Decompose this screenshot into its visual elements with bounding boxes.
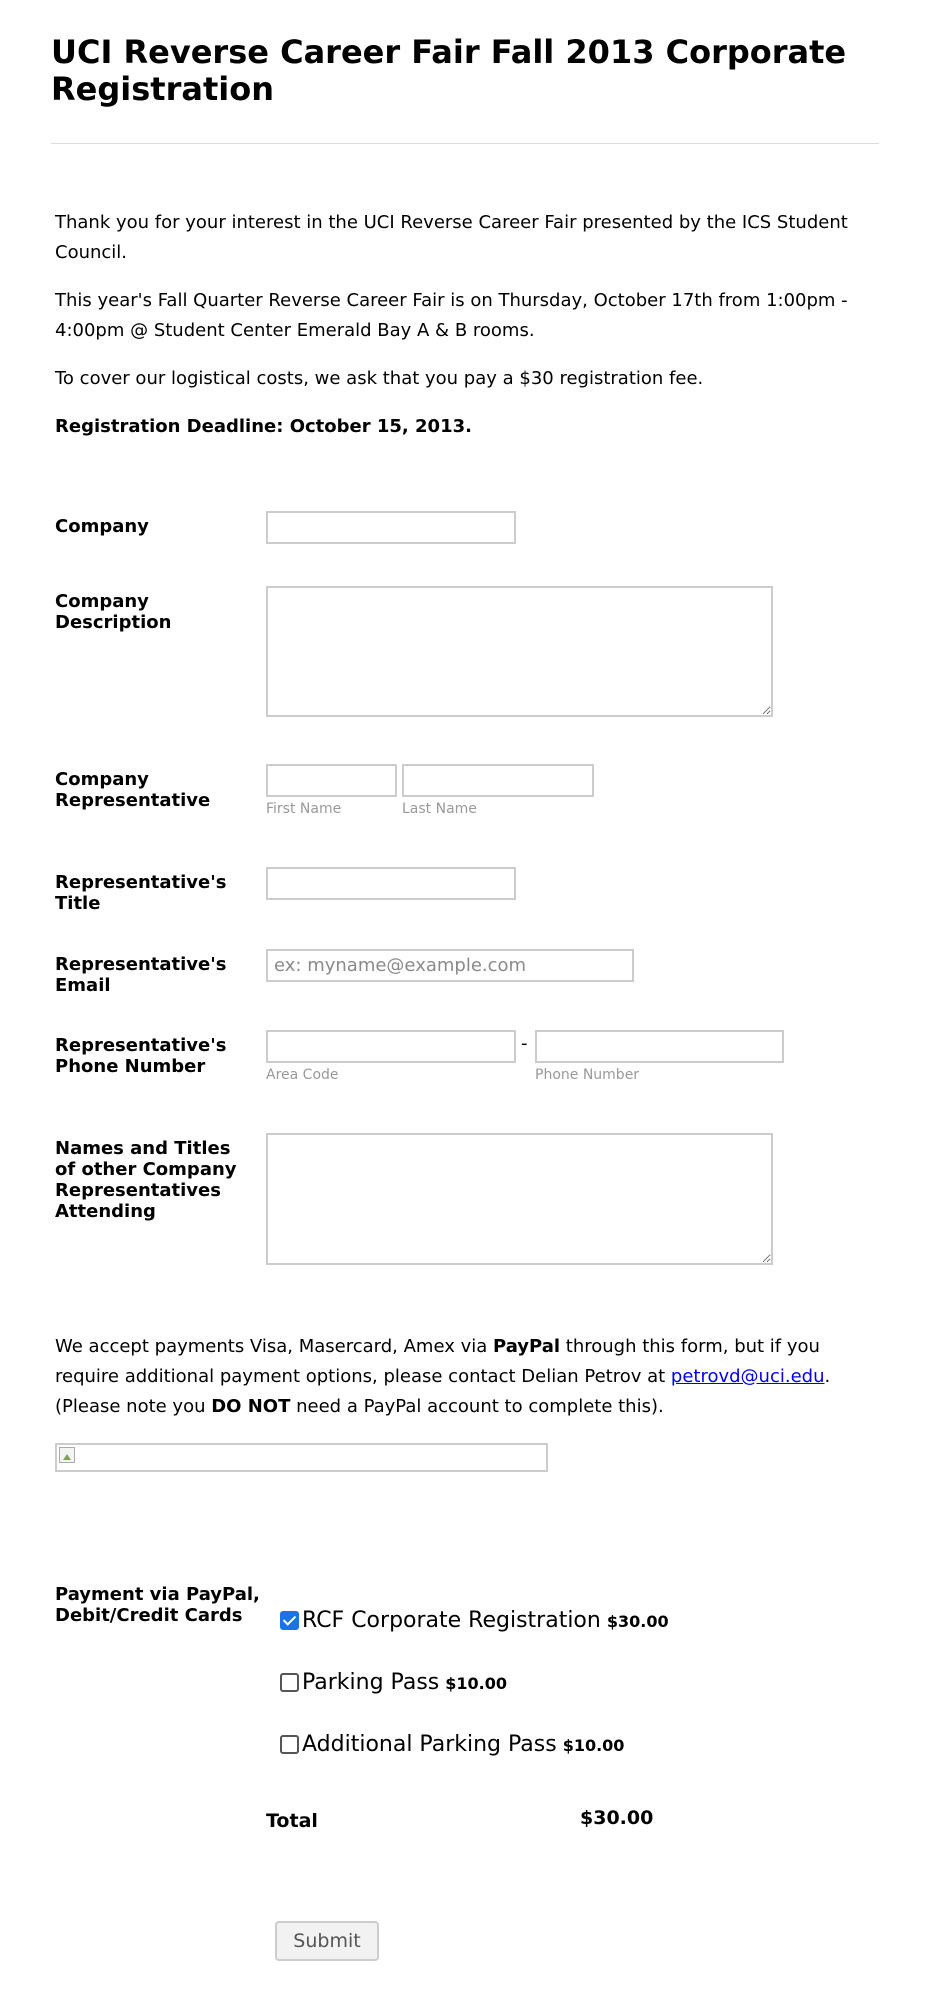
payment-logos-image	[55, 1443, 548, 1472]
registration-deadline: Registration Deadline: October 15, 2013.	[55, 416, 472, 437]
company-description-textarea[interactable]	[266, 586, 773, 717]
payment-note-text: We accept payments Visa, Masercard, Amex via	[55, 1336, 493, 1357]
company-input[interactable]	[266, 511, 516, 544]
product-checkbox[interactable]	[280, 1735, 299, 1754]
representative-title-input[interactable]	[266, 867, 516, 900]
contact-email-link[interactable]: petrovd@uci.edu	[670, 1366, 825, 1387]
title-divider	[51, 143, 879, 144]
payment-note-text: through this form, but if you require additional payment options, please contact Delian Petrov at	[55, 1336, 820, 1387]
other-representatives-label: Names and Titles of other Company Representatives Attending	[55, 1138, 237, 1222]
product-price: $10.00	[562, 1736, 625, 1755]
phone-number-sublabel: Phone Number	[535, 1067, 640, 1083]
product-checkbox[interactable]	[280, 1673, 299, 1692]
product-checkbox[interactable]	[280, 1611, 299, 1630]
intro-paragraph: Thank you for your interest in the UCI Reverse Career Fair presented by the ICS Student Council.	[55, 212, 848, 263]
representative-title-label: Representative's Title	[55, 872, 227, 914]
total-value: $30.00	[580, 1807, 654, 1829]
product-price: $30.00	[606, 1612, 669, 1631]
event-details: This year's Fall Quarter Reverse Career Fair is on Thursday, October 17th from 1:00pm - 4:00pm @ Student Center Emerald Bay A & B rooms.	[55, 290, 848, 341]
area-code-input[interactable]	[266, 1030, 516, 1063]
company-description-label: Company Description	[55, 591, 172, 633]
phone-separator: -	[521, 1033, 528, 1054]
representative-phone-label: Representative's Phone Number	[55, 1035, 227, 1077]
form-title: UCI Reverse Career Fair Fall 2013 Corporate Registration	[51, 33, 847, 108]
last-name-input[interactable]	[402, 764, 594, 797]
representative-email-label: Representative's Email	[55, 954, 227, 996]
first-name-sublabel: First Name	[266, 801, 342, 817]
payment-label: Payment via PayPal, Debit/Credit Cards	[55, 1584, 260, 1626]
product-name: Parking Pass	[302, 1669, 440, 1695]
product-item[interactable]	[280, 1729, 624, 1759]
first-name-input[interactable]	[266, 764, 397, 797]
other-representatives-textarea[interactable]	[266, 1133, 773, 1265]
company-representative-label: Company Representative	[55, 769, 211, 811]
intro-text	[55, 208, 875, 460]
product-price: $10.00	[445, 1674, 507, 1693]
payment-note-text: need a PayPal account to complete this).	[290, 1396, 664, 1417]
phone-number-input[interactable]	[535, 1030, 784, 1063]
company-label: Company	[55, 516, 149, 537]
last-name-sublabel: Last Name	[402, 801, 477, 817]
area-code-sublabel: Area Code	[266, 1067, 339, 1083]
payment-note	[55, 1332, 875, 1422]
payment-note-text: . (Please note you	[55, 1366, 831, 1417]
paypal-emphasis: PayPal	[492, 1336, 561, 1357]
total-label: Total	[266, 1810, 318, 1832]
broken-image-icon	[59, 1447, 75, 1463]
product-name: Additional Parking Pass	[302, 1731, 557, 1757]
product-item[interactable]	[280, 1605, 669, 1635]
product-name: RCF Corporate Registration	[302, 1607, 601, 1633]
submit-button[interactable]: Submit	[275, 1921, 379, 1961]
representative-email-input[interactable]	[266, 949, 634, 982]
fee-note: To cover our logistical costs, we ask that you pay a $30 registration fee.	[55, 368, 704, 389]
product-item[interactable]	[280, 1667, 507, 1697]
do-not-emphasis: DO NOT	[211, 1396, 291, 1417]
